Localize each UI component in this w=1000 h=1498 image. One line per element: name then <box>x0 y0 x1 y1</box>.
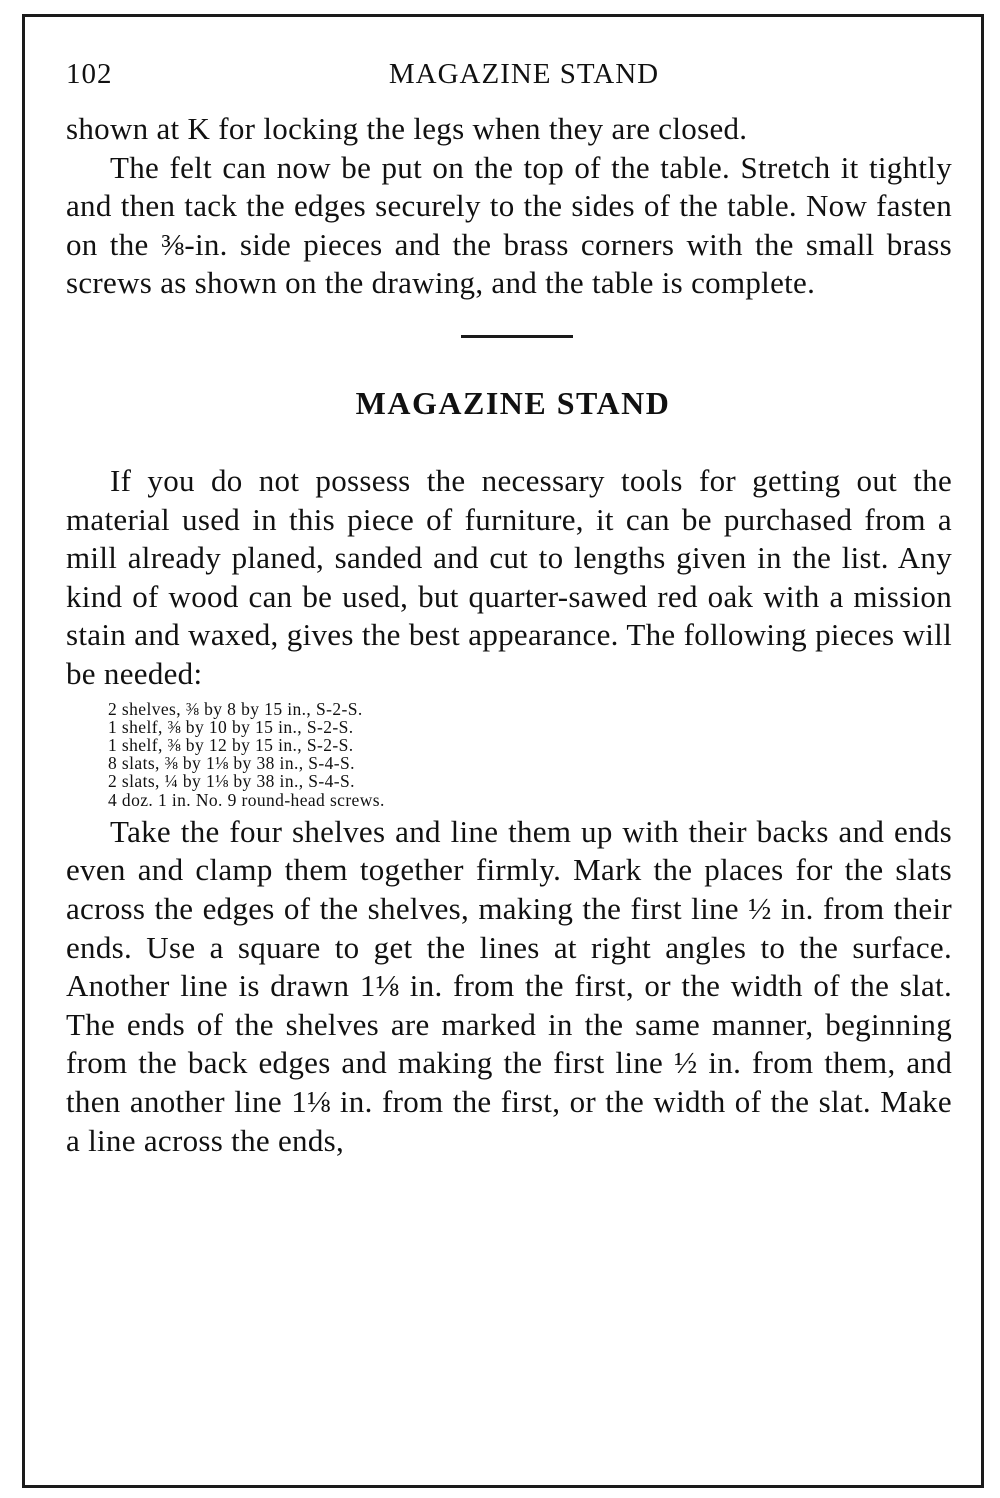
running-header <box>66 52 952 98</box>
section-divider <box>461 335 573 338</box>
materials-item: 4 doz. 1 in. No. 9 round-head screws. <box>108 789 385 810</box>
book-page <box>66 52 952 1160</box>
continued-paragraph: shown at K for locking the legs when they are closed. <box>66 111 748 146</box>
materials-item: 2 shelves, ⅜ by 8 by 15 in., S-2-S. <box>108 698 363 719</box>
materials-item: 1 shelf, ⅜ by 12 by 15 in., S-2-S. <box>108 734 354 755</box>
materials-item: 2 slats, ¼ by 1⅛ by 38 in., S-4-S. <box>108 771 355 792</box>
materials-item: 8 slats, ⅜ by 1⅛ by 38 in., S-4-S. <box>108 753 355 774</box>
table-finish-paragraph: The felt can now be put on the top of the table. Stretch it tightly and then tack the edges securely to the sides of the table. Now fasten on the ⅜-in. side pieces and the brass corners with the small brass screws as shown on the drawing, and the table is complete. <box>66 149 952 301</box>
running-title: MAGAZINE STAND <box>388 58 660 90</box>
materials-item: 1 shelf, ⅜ by 10 by 15 in., S-2-S. <box>108 716 354 737</box>
materials-list <box>66 700 952 809</box>
instructions-paragraph: Take the four shelves and line them up with their backs and ends even and clamp them together firmly. Mark the places for the slats across the edges of the shelves, making the first line ½ in. from their ends. Use a square to get the lines at right angles to the surface. Another line is drawn 1⅛ in. from the first, or the width of the slat. The ends of the shelves are marked in the same manner, beginning from the back edges and making the first line ½ in. from them, and then another line 1⅛ in. from the first, or the width of the slat. Make a line across the ends, <box>66 813 952 1158</box>
intro-paragraph: If you do not possess the necessary tools for getting out the material used in this piece of furniture, it can be purchased from a mill already planed, sanded and cut to lengths given in the list. Any kind of wood can be used, but quarter-sawed red oak with a mission stain and waxed, gives the best appearance. The following pieces will be needed: <box>66 462 952 691</box>
section-heading: MAGAZINE STAND <box>355 384 671 421</box>
page-number: 102 <box>66 58 113 90</box>
